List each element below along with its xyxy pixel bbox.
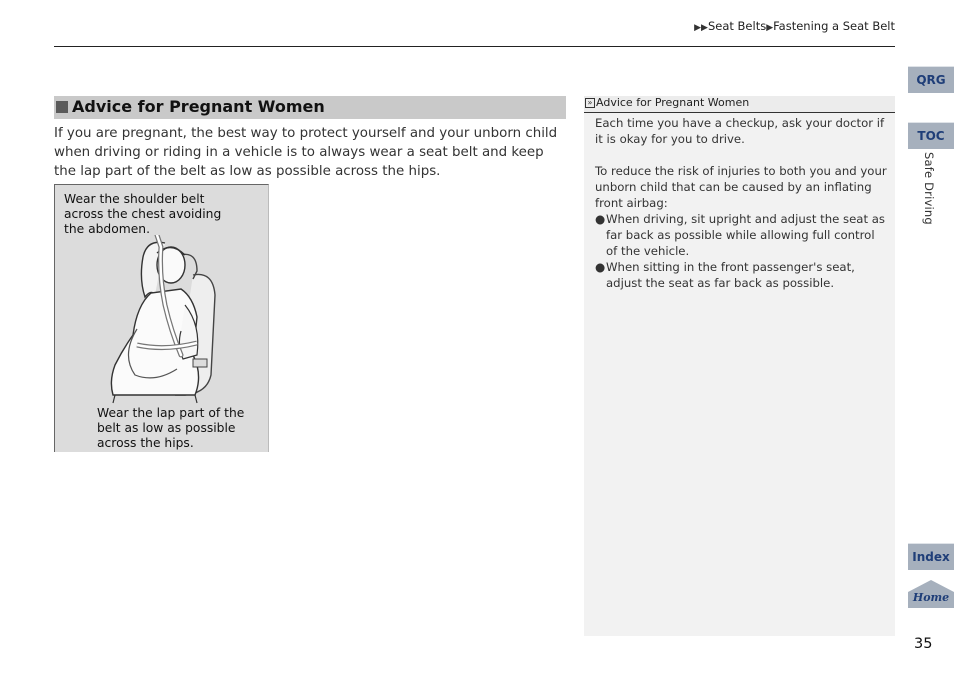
- advice-heading: Advice for Pregnant Women: [596, 96, 750, 109]
- section-title: Advice for Pregnant Women: [72, 97, 325, 116]
- chapter-label: Safe Driving: [922, 152, 936, 225]
- breadcrumb-seat-belts[interactable]: Seat Belts: [707, 19, 767, 33]
- breadcrumb-fastening[interactable]: Fastening a Seat Belt: [773, 19, 895, 33]
- advice-sidebar: [584, 96, 895, 636]
- pregnant-belt-figure: [54, 184, 269, 452]
- arrow-icon: ▶: [766, 23, 774, 33]
- section-heading-bar: [54, 96, 566, 119]
- home-button[interactable]: [908, 578, 954, 610]
- advice-heading-bar: [584, 96, 895, 113]
- advice-paragraph-checkup: Each time you have a checkup, ask your doctor if it is okay for you to drive.: [595, 116, 885, 146]
- double-arrow-icon: ▶▶: [694, 23, 708, 33]
- advice-paragraph-airbag: To reduce the risk of injuries to both you and your unborn child that can be caused by an inflating front airbag:: [595, 164, 887, 210]
- advice-bullet-list: [595, 211, 887, 291]
- figure-caption-shoulder-belt: Wear the shoulder belt across the chest avoiding the abdomen.: [64, 192, 222, 236]
- list-item: ● When driving, sit upright and adjust the seat as far back as possible while allowing full control of the vehicle.: [595, 212, 886, 258]
- breadcrumb: [694, 19, 895, 33]
- square-bullet-icon: [56, 101, 68, 113]
- home-label: Home: [912, 591, 950, 604]
- reference-arrow-icon: »: [585, 98, 595, 108]
- advice-content: [595, 115, 887, 291]
- qrg-tab-button[interactable]: QRG: [908, 66, 954, 93]
- page-number: 35: [914, 636, 933, 652]
- index-tab-button[interactable]: Index: [908, 543, 954, 570]
- toc-tab-button[interactable]: TOC: [908, 122, 954, 149]
- figure-caption-lap-belt: Wear the lap part of the belt as low as possible across the hips.: [97, 406, 245, 450]
- pregnant-woman-illustration: [85, 235, 225, 405]
- section-body: If you are pregnant, the best way to protect yourself and your unborn child when driving or riding in a vehicle is to always wear a seat belt and keep the lap part of the belt as low as possible across the hips.: [54, 126, 558, 179]
- list-item: ● When sitting in the front passenger's seat, adjust the seat as far back as possible.: [595, 260, 855, 290]
- header-rule: [54, 46, 895, 47]
